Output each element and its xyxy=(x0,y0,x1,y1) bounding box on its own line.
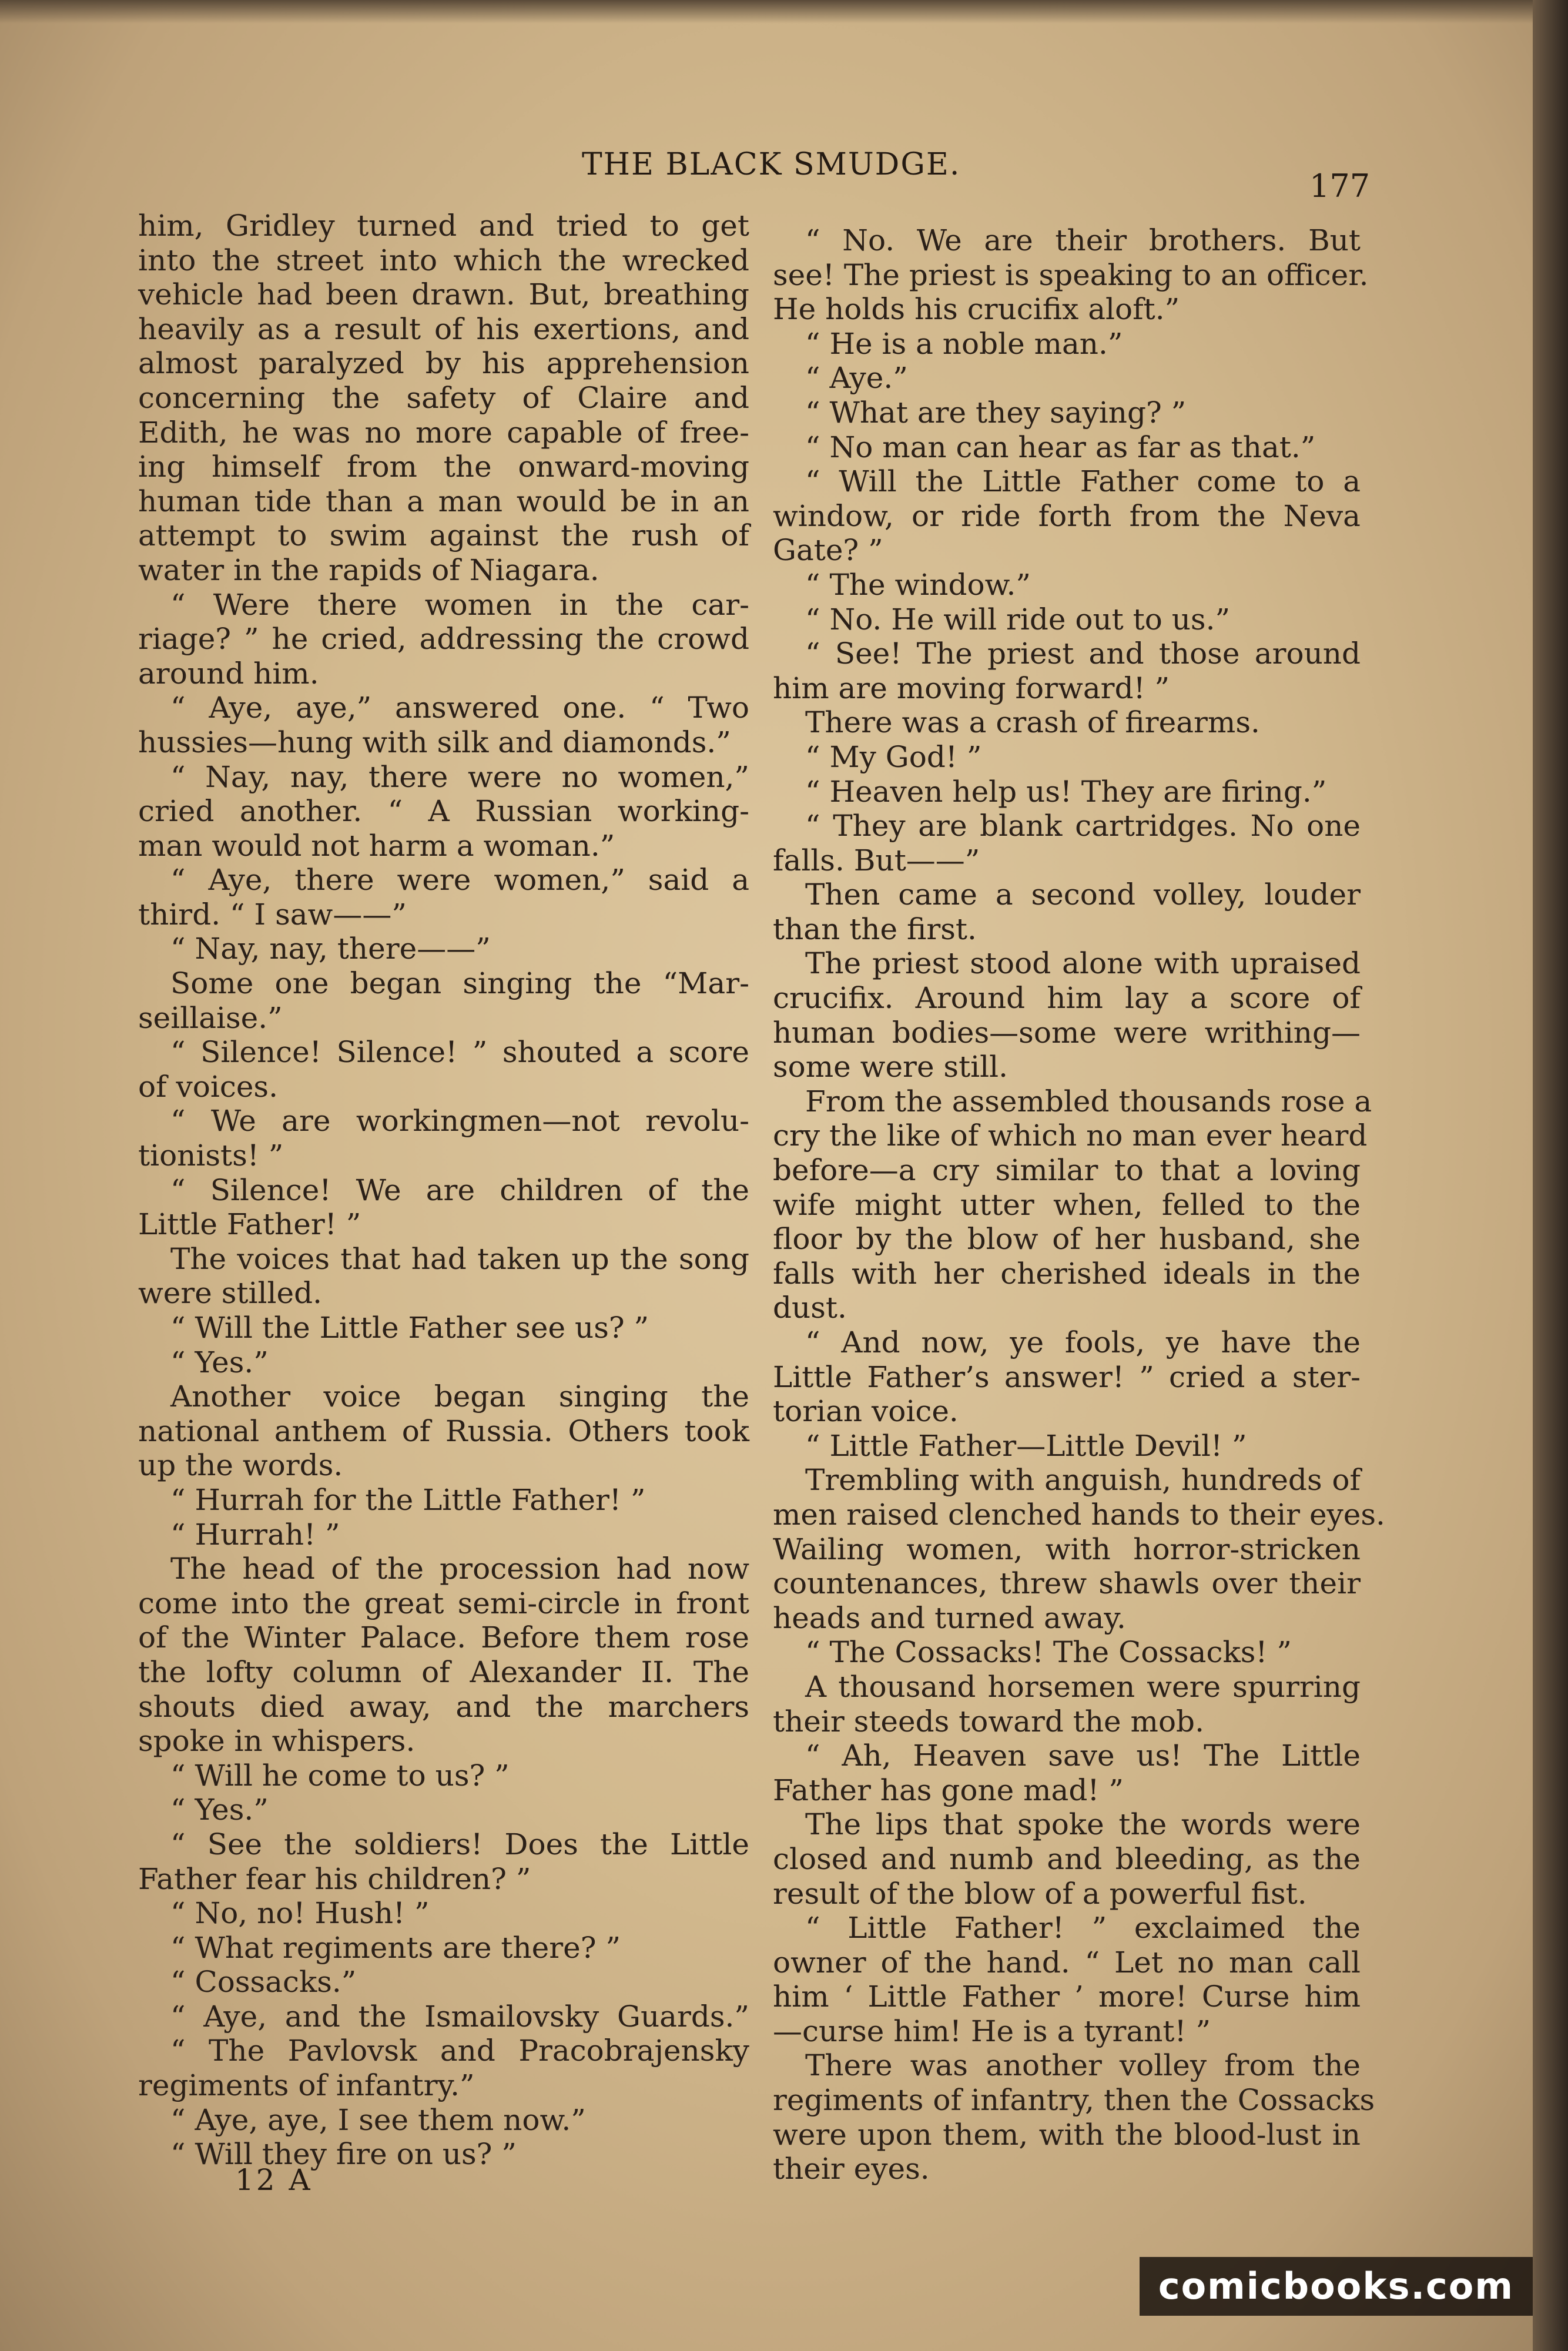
text-line: cry the like of which no man ever heard xyxy=(773,1118,1368,1153)
text-line: “ Yes.” xyxy=(170,1793,269,1827)
text-line: were upon them, with the blood-lust in xyxy=(773,2117,1361,2152)
text-line: “ No. We are their brothers. But xyxy=(805,223,1361,257)
text-line: tionists! ” xyxy=(138,1138,284,1173)
text-line: “ Yes.” xyxy=(170,1345,269,1379)
text-line: their eyes. xyxy=(773,2152,930,2186)
page-number: 177 xyxy=(1309,168,1371,205)
text-line: Some one began singing the “Mar- xyxy=(170,966,749,1001)
text-line: “ Silence! We are children of the xyxy=(170,1173,749,1207)
text-line: —curse him! He is a tyrant! ” xyxy=(773,2014,1211,2048)
text-line: torian voice. xyxy=(773,1394,959,1429)
text-line: “ My God! ” xyxy=(805,739,982,774)
page-binding-edge xyxy=(1533,0,1568,2351)
running-title: THE BLACK SMUDGE. xyxy=(582,147,961,182)
text-line: “ What regiments are there? ” xyxy=(170,1930,621,1965)
text-line: Father has gone mad! ” xyxy=(773,1773,1124,1807)
text-line: riage? ” he cried, addressing the crowd xyxy=(138,622,749,657)
text-line: Trembling with anguish, hundreds of xyxy=(805,1463,1361,1498)
text-line: hussies—hung with silk and diamonds.” xyxy=(138,725,731,759)
text-line: around him. xyxy=(138,656,319,691)
text-line: “ No, no! Hush! ” xyxy=(170,1896,430,1931)
text-line: There was a crash of firearms. xyxy=(805,705,1260,740)
text-line: “ Nay, nay, there were no women,” xyxy=(170,759,749,794)
text-line: human tide than a man would be in an xyxy=(138,484,749,518)
text-line: Father fear his children? ” xyxy=(138,1861,531,1896)
text-line: heads and turned away. xyxy=(773,1600,1126,1635)
text-line: “ Cossacks.” xyxy=(170,1965,357,2000)
text-line: come into the great semi-circle in front xyxy=(138,1586,749,1620)
left-text-column xyxy=(138,209,749,2172)
text-line: before—a cry similar to that a loving xyxy=(773,1153,1361,1188)
text-line: regiments of infantry, then the Cossacks xyxy=(773,2083,1375,2118)
text-line: “ Will they fire on us? ” xyxy=(170,2137,517,2172)
text-line: Another voice began singing the xyxy=(170,1379,749,1414)
text-line: Little Father! ” xyxy=(138,1207,361,1242)
text-line: falls. But——” xyxy=(773,843,980,878)
text-line: Edith, he was no more capable of free- xyxy=(138,415,749,450)
text-line: attempt to swim against the rush of xyxy=(138,518,749,553)
text-line: “ Aye, aye, I see them now.” xyxy=(170,2102,586,2137)
text-line: third. “ I saw——” xyxy=(138,897,407,932)
text-line: falls with her cherished ideals in the xyxy=(773,1256,1361,1291)
text-line: The lips that spoke the words were xyxy=(805,1807,1361,1842)
text-line: “ He is a noble man.” xyxy=(805,326,1123,361)
text-line: him are moving forward! ” xyxy=(773,671,1170,705)
text-line: spoke in whispers. xyxy=(138,1724,416,1759)
text-line: the lofty column of Alexander II. The xyxy=(138,1655,749,1689)
text-line: Wailing women, with horror-stricken xyxy=(773,1532,1361,1566)
text-line: Little Father’s answer! ” cried a ster- xyxy=(773,1359,1361,1394)
text-line: The head of the procession had now xyxy=(170,1552,749,1586)
text-line: “ No man can hear as far as that.” xyxy=(805,430,1316,464)
text-line: “ Aye, there were women,” said a xyxy=(170,863,749,897)
text-line: man would not harm a woman.” xyxy=(138,828,615,863)
text-line: their steeds toward the mob. xyxy=(773,1704,1204,1739)
text-line: ing himself from the onward-moving xyxy=(138,450,749,484)
text-line: “ Silence! Silence! ” shouted a score xyxy=(170,1035,749,1070)
text-line: crucifix. Around him lay a score of xyxy=(773,981,1361,1016)
text-line: “ Will the Little Father come to a xyxy=(805,464,1361,499)
text-line: floor by the blow of her husband, she xyxy=(773,1222,1361,1257)
text-line: “ No. He will ride out to us.” xyxy=(805,602,1231,637)
text-line: almost paralyzed by his apprehension xyxy=(138,346,749,381)
text-line: The priest stood alone with upraised xyxy=(805,946,1361,981)
text-line: “ Heaven help us! They are firing.” xyxy=(805,774,1327,809)
site-watermark[interactable]: comicbooks.com xyxy=(1140,2257,1533,2316)
page-top-shadow xyxy=(0,0,1568,24)
text-line: dust. xyxy=(773,1291,847,1325)
text-line: some were still. xyxy=(773,1050,1009,1084)
text-line: “ Were there women in the car- xyxy=(170,587,749,622)
text-line: human bodies—some were writhing— xyxy=(773,1015,1361,1050)
text-line: cried another. “ A Russian working- xyxy=(138,794,749,829)
text-line: “ We are workingmen—not revolu- xyxy=(170,1104,749,1138)
text-line: “ Will he come to us? ” xyxy=(170,1758,510,1793)
text-line: were stilled. xyxy=(138,1276,322,1311)
text-line: into the street into which the wrecked xyxy=(138,243,749,277)
text-line: “ See! The priest and those around xyxy=(805,637,1361,671)
text-line: “ What are they saying? ” xyxy=(805,395,1187,430)
text-line: “ Hurrah! ” xyxy=(170,1517,340,1552)
text-line: Then came a second volley, louder xyxy=(805,878,1361,912)
text-line: up the words. xyxy=(138,1448,343,1483)
text-line: of voices. xyxy=(138,1069,278,1104)
text-line: of the Winter Palace. Before them rose xyxy=(138,1620,749,1655)
text-line: “ Ah, Heaven save us! The Little xyxy=(805,1739,1361,1773)
text-line: “ And now, ye fools, ye have the xyxy=(805,1325,1361,1359)
text-line: “ Aye, aye,” answered one. “ Two xyxy=(170,691,749,725)
text-line: him, Gridley turned and tried to get xyxy=(138,209,749,243)
text-line: “ Little Father! ” exclaimed the xyxy=(805,1911,1361,1945)
text-line: seillaise.” xyxy=(138,1000,283,1035)
text-line: heavily as a result of his exertions, and xyxy=(138,312,749,346)
text-line: Gate? ” xyxy=(773,533,883,568)
text-line: national anthem of Russia. Others took xyxy=(138,1414,749,1448)
text-line: him ‘ Little Father ’ more! Curse him xyxy=(773,1980,1361,2014)
text-line: “ The window.” xyxy=(805,567,1031,602)
text-line: owner of the hand. “ Let no man call xyxy=(773,1945,1361,1980)
text-line: regiments of infantry.” xyxy=(138,2068,475,2103)
text-line: window, or ride forth from the Neva xyxy=(773,498,1361,533)
text-line: closed and numb and bleeding, as the xyxy=(773,1841,1361,1876)
text-line: result of the blow of a powerful fist. xyxy=(773,1876,1307,1911)
text-line: vehicle had been drawn. But, breathing xyxy=(138,277,749,312)
text-line: men raised clenched hands to their eyes. xyxy=(773,1497,1385,1532)
text-line: “ Aye.” xyxy=(805,361,908,396)
text-line: “ See the soldiers! Does the Little xyxy=(170,1827,749,1861)
right-text-column xyxy=(773,223,1385,2186)
text-line: The voices that had taken up the song xyxy=(170,1241,749,1276)
text-line: “ Nay, nay, there——” xyxy=(170,932,491,966)
text-line: concerning the safety of Claire and xyxy=(138,380,749,415)
text-line: countenances, threw shawls over their xyxy=(773,1566,1361,1601)
text-line: “ The Cossacks! The Cossacks! ” xyxy=(805,1635,1292,1670)
text-line: “ The Pavlovsk and Pracobrajensky xyxy=(170,2034,749,2068)
signature-mark: 12 A xyxy=(235,2163,313,2197)
text-line: “ Aye, and the Ismailovsky Guards.” xyxy=(170,1999,749,2034)
text-line: A thousand horsemen were spurring xyxy=(805,1669,1361,1704)
text-line: “ Little Father—Little Devil! ” xyxy=(805,1428,1247,1463)
text-line: He holds his crucifix aloft.” xyxy=(773,292,1180,327)
text-line: shouts died away, and the marchers xyxy=(138,1689,749,1724)
text-line: “ They are blank cartridges. No one xyxy=(805,809,1361,843)
text-line: There was another volley from the xyxy=(805,2048,1361,2083)
text-line: water in the rapids of Niagara. xyxy=(138,552,599,587)
text-line: than the first. xyxy=(773,912,977,946)
text-line: see! The priest is speaking to an officer. xyxy=(773,257,1369,292)
text-line: wife might utter when, felled to the xyxy=(773,1187,1361,1222)
text-line: From the assembled thousands rose a xyxy=(805,1084,1372,1118)
text-line: “ Will the Little Father see us? ” xyxy=(170,1311,649,1345)
text-line: “ Hurrah for the Little Father! ” xyxy=(170,1482,646,1517)
